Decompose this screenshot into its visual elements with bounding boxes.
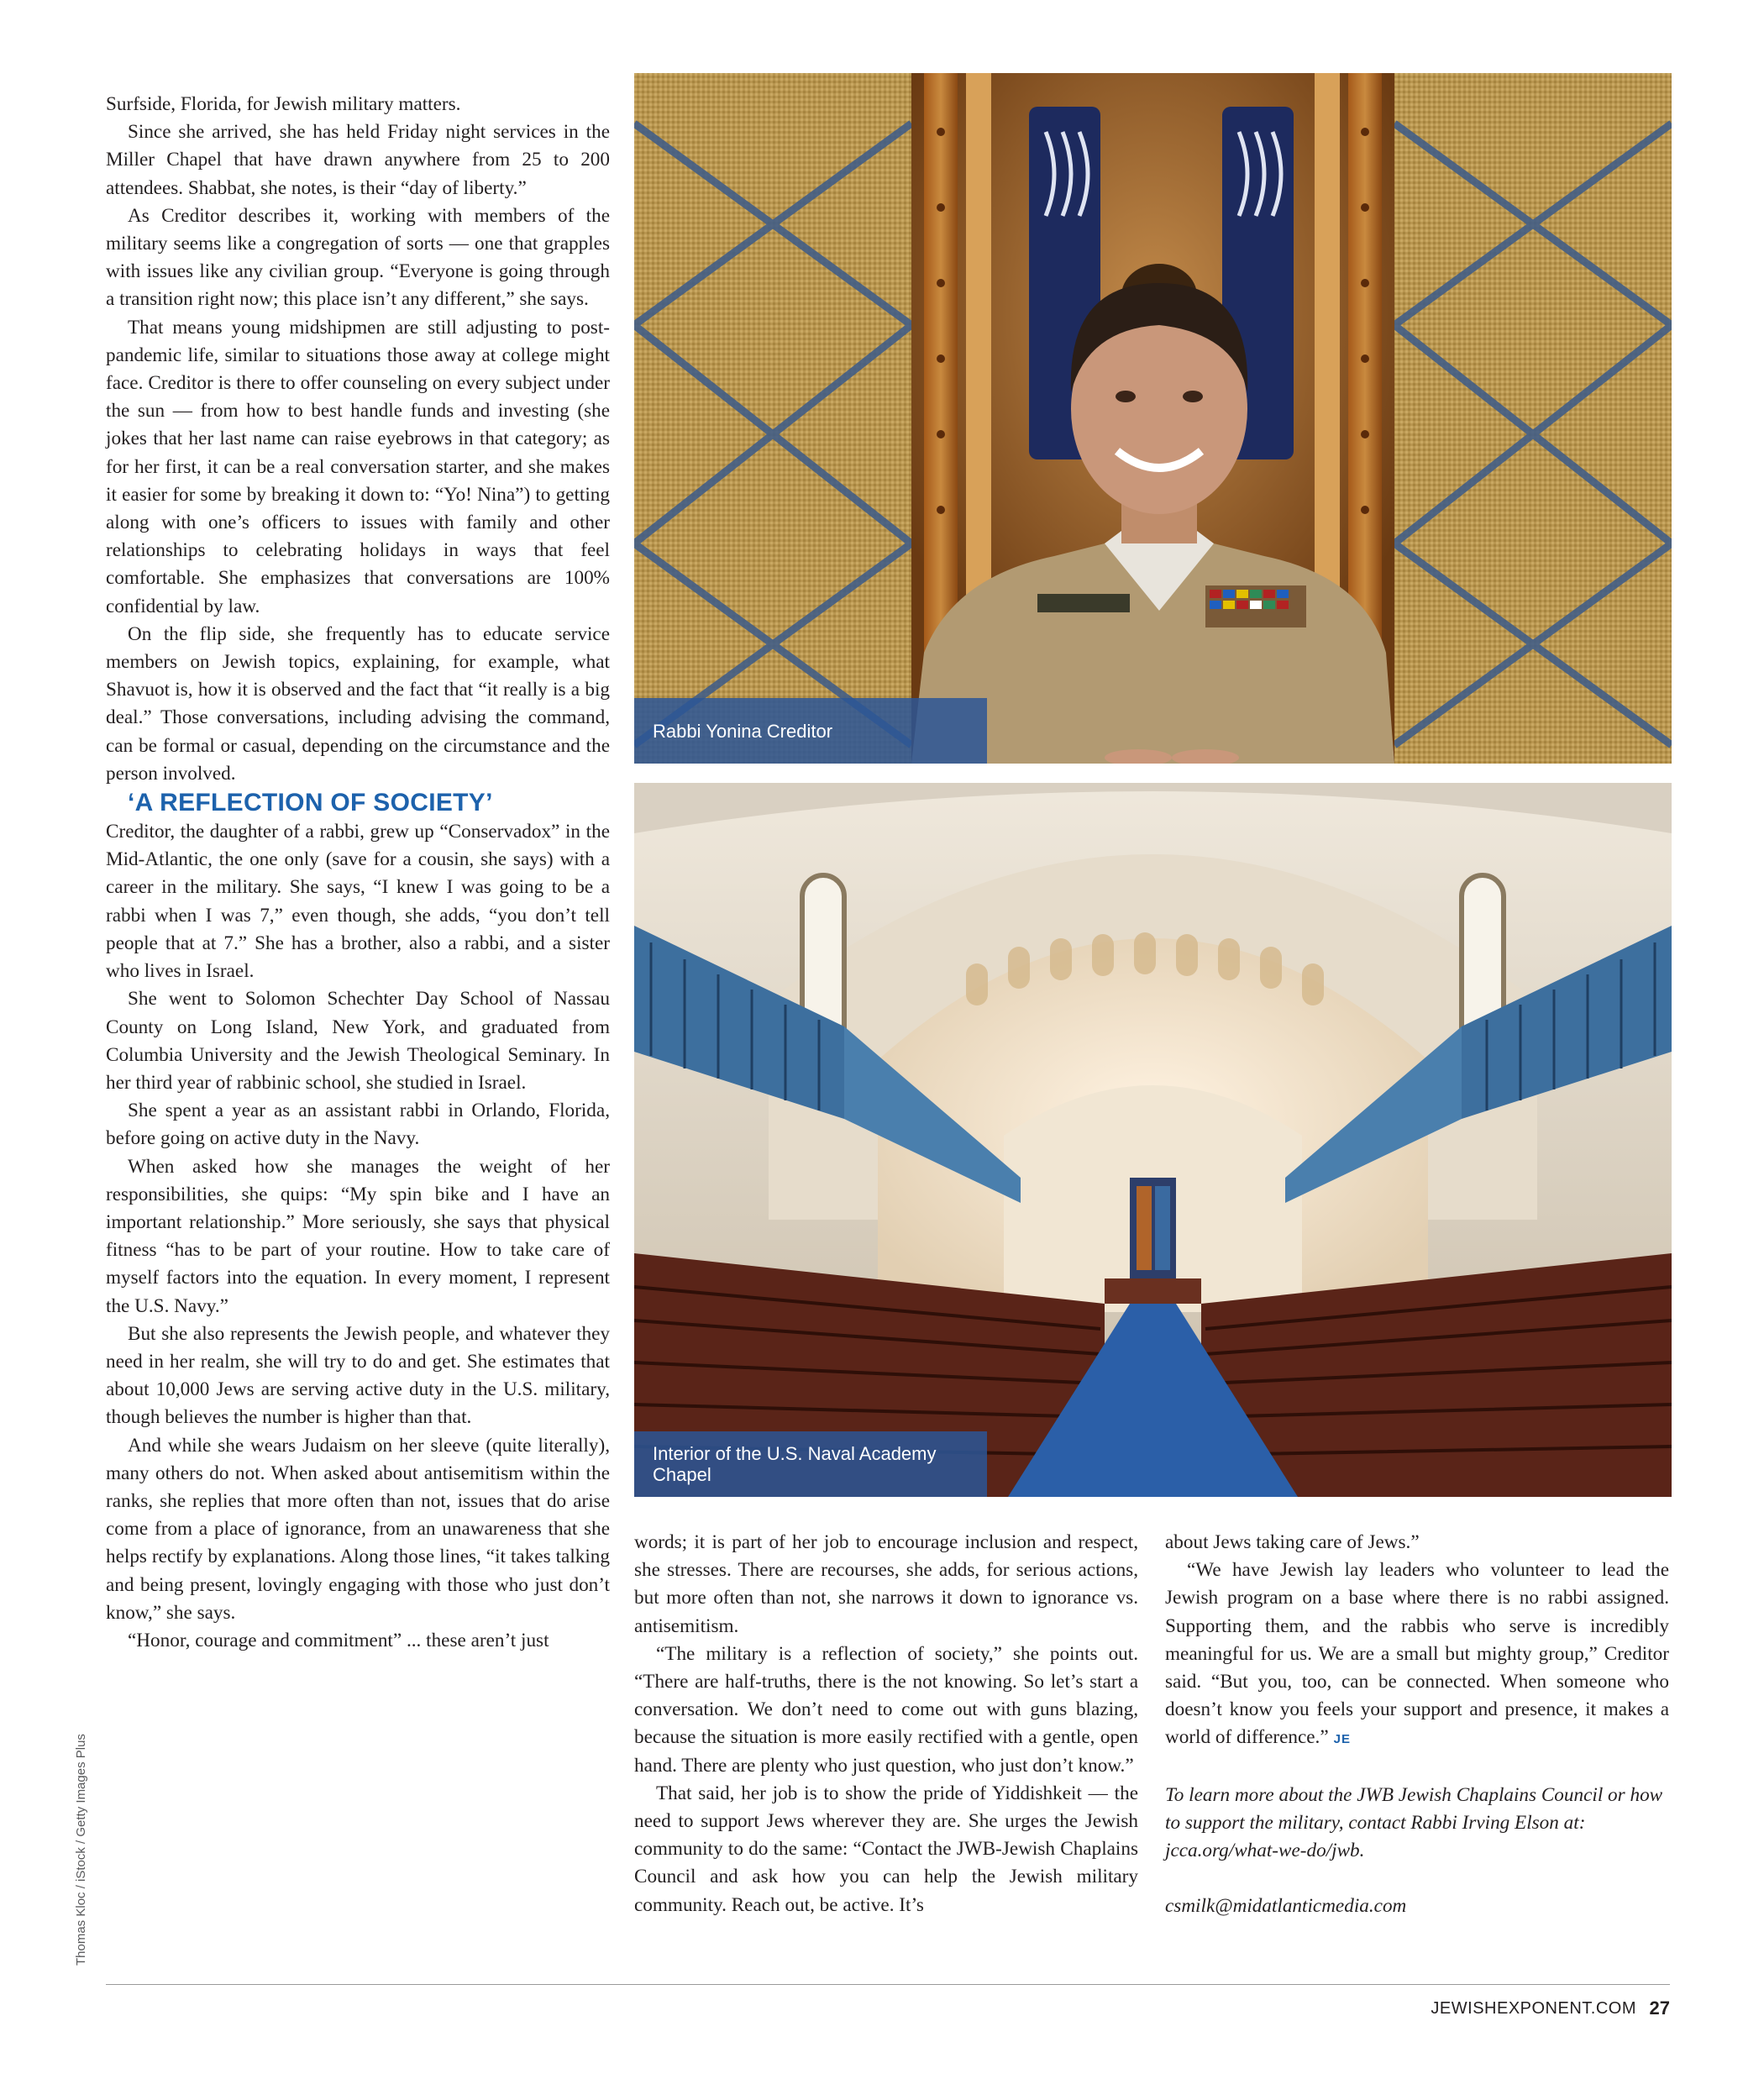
rabbi-portrait-photo [634,73,1672,764]
spacer [1165,1865,1669,1893]
closing-paragraph-text: “We have Jewish lay leaders who volunteer to lead the Jewish program on a base where there is no rabbi assigned. Supporting them, and the rabbis who serve is incredibly meaningful for us. We are a small but mighty group,” Creditor said. “But you, too, can be connected. When someone who doesn’t know you feels your support and presence, it makes a world of difference.” [1165,1559,1669,1749]
paragraph [1165,1557,1669,1753]
paragraph: And while she wears Judaism on her sleeve (quite literally), many others do not. When asked about antisemitism within the ranks, she replies that more often than not, issues that do arise come from a place of ignorance, from an unawareness that she helps rectify by explanations. Along those lines, “it takes talking and being present, lovingly engaging with those who just don’t know,” she says. [106,1434,610,1624]
page-number: 27 [1649,1998,1670,2019]
end-mark: JE [1333,1732,1351,1747]
paragraph: On the flip side, she frequently has to educate service members on Jewish topics, explaining, for example, what Shavuot is, how it is observed and the fact that “it really is a big deal.” Those conversations, including advising the command, can be formal or casual, depending on the circumstance and the person involved. [106,622,610,785]
footer-site-name: JEWISHEXPONENT.COM [1431,1999,1636,2018]
paragraph: She spent a year as an assistant rabbi in Orlando, Florida, before going on active duty in the Navy. [106,1100,610,1150]
paragraph: As Creditor describes it, working with members of the military seems like a congregation of sorts — one that grapples with issues like any civilian group. “Everyone is going through a transition right now; this place isn’t any different,” she says. [106,204,610,311]
paragraph: Surfside, Florida, for Jewish military matters. [106,93,461,115]
section-subhead: ‘A REFLECTION OF SOCIETY’ [128,789,493,817]
chapel-interior-photo [634,783,1672,1497]
article-column-right [1165,1529,1669,1920]
article-column-left [106,91,610,1655]
paragraph: But she also represents the Jewish people, and whatever they need in her realm, she will try to do and get. She estimates that about 10,000 Jews are serving active duty in the U.S. military, though believes the number is higher than that. [106,1322,610,1429]
photo-caption [634,698,987,764]
caption-text: Rabbi Yonina Creditor [653,720,833,742]
paragraph: That means young midshipmen are still adjusting to post-pandemic life, similar to situations those away at college might face. Creditor is there to offer counseling on every subject under the sun — from how to best handle funds and investing (she jokes that her last name can raise eyebrows in that category; as for her first, it can be a real conversation starter, and she makes it easier for some by breaking it down to: “Yo! Nina”) to getting along with one’s officers to issues with family and other relationships to celebrating holidays in ways that feel comfortable. She emphasizes that conversations are 100% confidential by law. [106,316,610,617]
paragraph: about Jews taking care of Jews.” [1165,1531,1420,1553]
info-note: To learn more about the JWB Jewish Chaplains Council or how to support the military, contact Rabbi Irving Elson at: jcca.org/what-we-do/jwb. [1165,1783,1663,1862]
paragraph: That said, her job is to show the pride of Yiddishkeit — the need to support Jews wherever they are. She urges the Jewish community to do the same: “Contact the JWB-Jewish Chaplains Council and ask how you can help the Jewish military community. Reach out, be active. It’s [634,1782,1138,1916]
paragraph: When asked how she manages the weight of her responsibilities, she quips: “My spin bike and I have an important relationship.” More seriously, she says that physical fitness “has to be part of your routine. How to take care of myself factors into the equation. In every moment, I represent the U.S. Navy.” [106,1155,610,1317]
paragraph: “Honor, courage and commitment” ... these aren’t just [128,1629,549,1651]
chapel-photo-illustration [634,783,1672,1497]
paragraph: “The military is a reflection of society,” she points out. “There are half-truths, there is the not knowing. So let’s start a conversation. We don’t need to come out with guns blazing, because the situation is more easily rectified with a gentle, open hand. There are plenty who just question, who just don’t know.” [634,1642,1138,1777]
footer-rule [106,1984,1670,1985]
author-email: csmilk@midatlanticmedia.com [1165,1895,1407,1918]
paragraph: Creditor, the daughter of a rabbi, grew up “Conservadox” in the Mid-Atlantic, the one only (save for a cousin, she says) with a career in the military. She says, “I knew I was going to be a rabbi when I was 7,” even though, she adds, “you don’t tell people that at 7.” She has a brother, also a rabbi, and a sister who lives in Israel. [106,821,610,983]
spacer [1165,1754,1669,1782]
rabbi-photo-illustration [634,73,1672,764]
caption-text-line1: Interior of the U.S. Naval Academy [653,1443,937,1464]
caption-text-line2: Chapel [653,1464,711,1485]
photo-caption [634,1431,987,1497]
paragraph: Since she arrived, she has held Friday night services in the Miller Chapel that have drawn anywhere from 25 to 200 attendees. Shabbat, she notes, is their “day of liberty.” [106,121,610,199]
photo-credit: Thomas Kloc / iStock / Getty Images Plus [74,1734,88,1966]
paragraph: words; it is part of her job to encourage inclusion and respect, she stresses. There are recourses, she adds, for serious actions, but more often than not, she narrows it down to ignorance vs. antisemitism. [634,1531,1138,1637]
paragraph: She went to Solomon Schechter Day School of Nassau County on Long Island, New York, and graduated from Columbia University and the Jewish Theological Seminary. In her third year of rabbinic school, she studied in Israel. [106,988,610,1094]
article-column-middle [634,1529,1138,1919]
